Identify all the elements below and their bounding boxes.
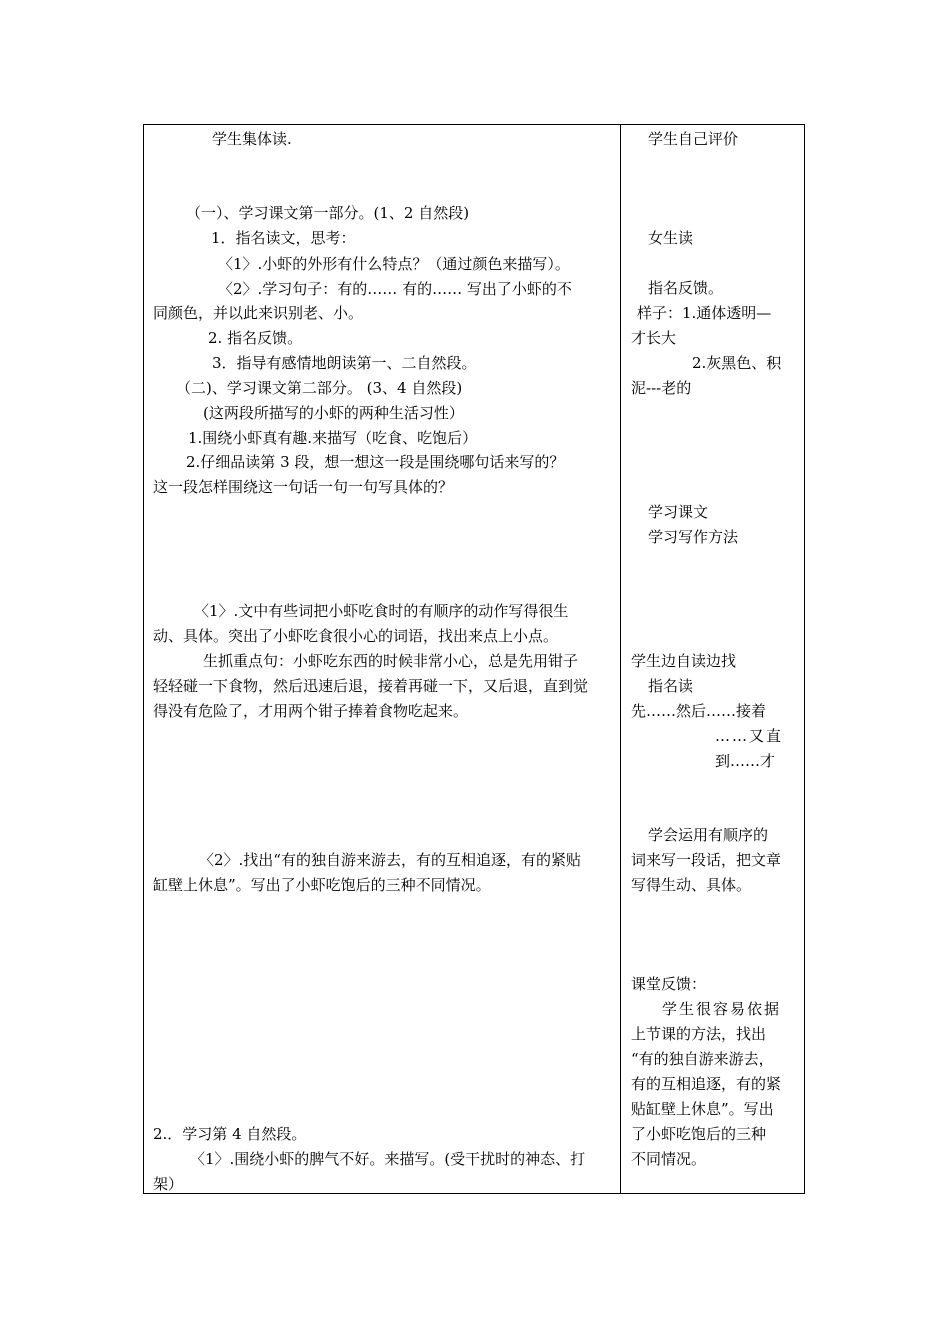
- left-line: 2.仔细品读第 3 段，想一想这一段是围绕哪句话来写的？: [186, 453, 565, 471]
- right-line: 2.灰黑色、积: [692, 354, 782, 372]
- left-line: 〈1〉.小虾的外形有什么特点？（通过颜色来描写）。: [218, 255, 570, 273]
- right-line: 泥---老的: [631, 379, 692, 397]
- right-line: 词来写一段话，把文章: [631, 851, 782, 869]
- left-line: （二)、学习课文第二部分。 (3、4 自然段): [176, 379, 463, 397]
- right-line: 到……才: [715, 752, 776, 770]
- left-line: 学生集体读.: [212, 130, 292, 148]
- right-line: 学生自己评价: [648, 130, 739, 148]
- left-line: 生抓重点句：小虾吃东西的时候非常小心，总是先用钳子: [203, 652, 579, 670]
- left-line: 〈2〉.学习句子：有的…… 有的…… 写出了小虾的不: [218, 280, 572, 298]
- column-divider: [620, 124, 621, 1194]
- right-line: 学习写作方法: [648, 528, 739, 546]
- right-line: 样子：1.通体透明—: [637, 304, 772, 322]
- right-line: 学习课文: [648, 503, 709, 521]
- right-line: 指名反馈。: [648, 279, 724, 297]
- left-line: 3．指导有感情地朗读第一、二自然段。: [212, 354, 477, 372]
- right-line: 课堂反馈：: [631, 975, 707, 993]
- left-line: 2. 指名反馈。: [208, 329, 303, 347]
- left-line: （一）、学习课文第一部分。(1、2 自然段): [186, 204, 470, 222]
- right-line: 上节课的方法，找出: [631, 1025, 767, 1043]
- left-line: (这两段所描写的小虾的两种生活习性）: [203, 404, 464, 422]
- left-line: 〈1〉.围绕小虾的脾气不好。来描写。(受干扰时的神态、打: [190, 1150, 586, 1168]
- right-line: 不同情况。: [631, 1150, 707, 1168]
- left-line: 动、具体。突出了小虾吃食很小心的词语，找出来点上小点。: [153, 627, 559, 645]
- right-line: 指名读: [648, 677, 694, 695]
- right-line: “有的独自游来游去，: [631, 1050, 774, 1068]
- right-line: 有的互相追逐，有的紧: [631, 1075, 782, 1093]
- left-line: 〈1〉.文中有些词把小虾吃食时的有顺序的动作写得很生: [194, 602, 569, 620]
- left-line: 1．指名读文，思考：: [211, 229, 356, 247]
- left-line: 缸壁上休息”。写出了小虾吃饱后的三种不同情况。: [153, 876, 491, 894]
- left-line: 轻轻碰一下食物，然后迅速后退，接着再碰一下，又后退，直到觉: [153, 677, 589, 695]
- left-line: 架）: [153, 1175, 184, 1193]
- right-line: ……又直: [715, 727, 784, 745]
- right-line: 学生很容易依据: [662, 1000, 782, 1018]
- left-line: 〈2〉.找出“有的独自游来游去，有的互相追逐，有的紧贴: [199, 851, 581, 869]
- right-line: 贴缸壁上休息”。写出: [631, 1100, 774, 1118]
- left-line: 1.围绕小虾真有趣.来描写（吃食、吃饱后）: [188, 429, 478, 447]
- left-line: 得没有危险了，才用两个钳子捧着食物吃起来。: [153, 702, 469, 720]
- right-line: 女生读: [648, 229, 694, 247]
- left-line: 同颜色，并以此来识别老、小。: [153, 304, 364, 322]
- right-line: 先……然后……接着: [631, 702, 767, 720]
- right-line: 才长大: [631, 329, 677, 347]
- right-line: 学会运用有顺序的: [648, 826, 769, 844]
- right-line: 写得生动、具体。: [631, 876, 752, 894]
- left-line: 这一段怎样围绕这一句话一句一句写具体的？: [153, 478, 454, 496]
- right-line: 学生边自读边找: [631, 652, 737, 670]
- left-line: 2.．学习第 4 自然段。: [153, 1125, 307, 1143]
- right-line: 了小虾吃饱后的三种: [631, 1125, 767, 1143]
